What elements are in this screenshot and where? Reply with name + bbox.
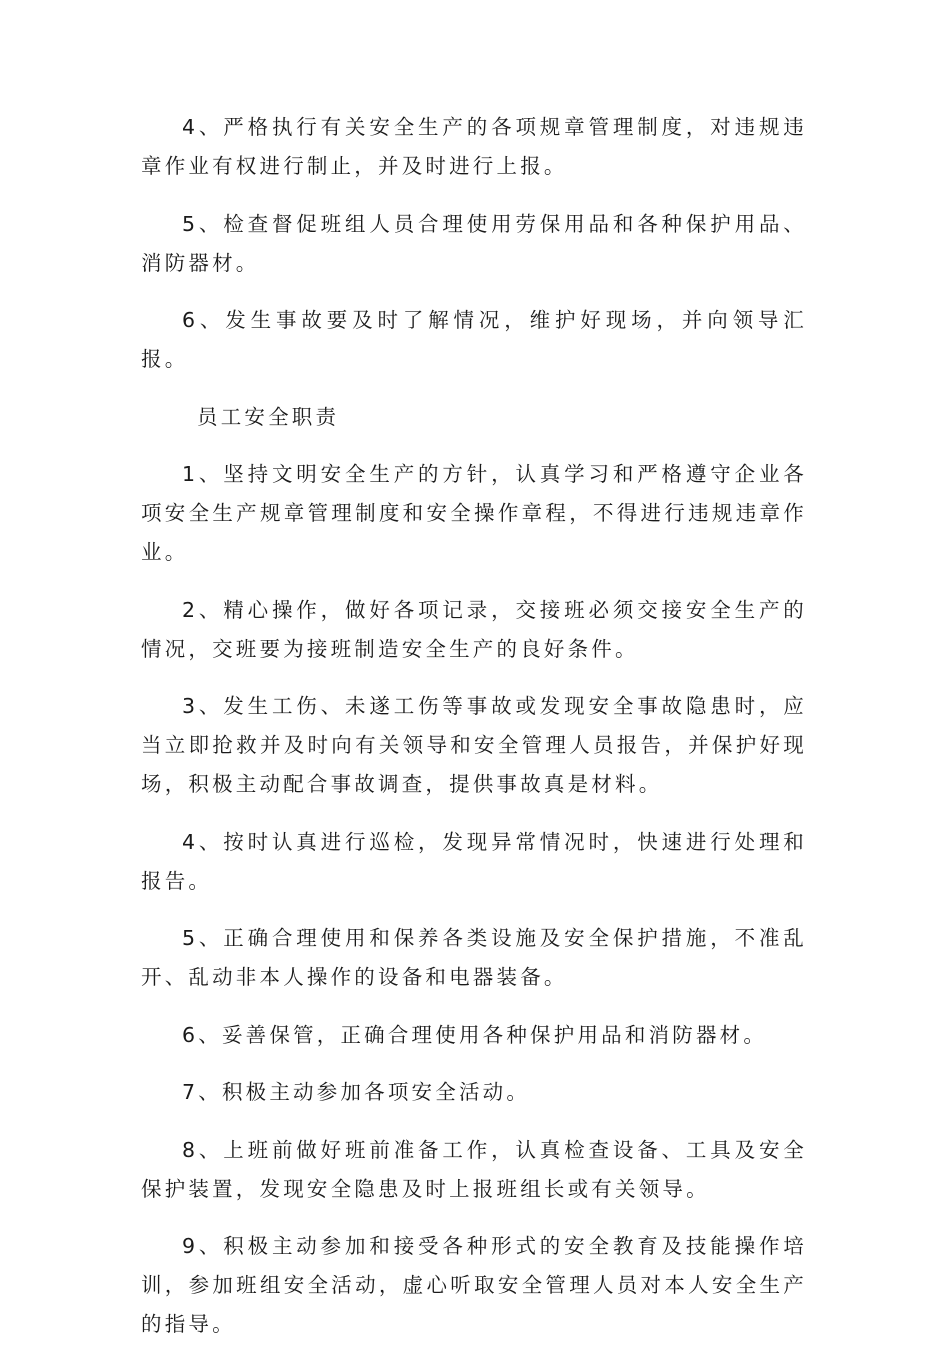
paragraph-3: 3、发生工伤、未遂工伤等事故或发现安全事故隐患时，应当立即抢救并及时向有关领导和安全管理人员报告，并保护好现场，积极主动配合事故调查，提供事故真是材料。 [141,694,807,796]
paragraph-top-2: 5、检查督促班组人员合理使用劳保用品和各种保护用品、消防器材。 [141,211,807,275]
paragraph-5: 5、正确合理使用和保养各类设施及安全保护措施，不准乱开、乱动非本人操作的设备和电器装备。 [141,926,807,989]
paragraph-6: 6、妥善保管，正确合理使用各种保护用品和消防器材。 [182,1022,768,1047]
paragraph-top-1: 4、严格执行有关安全生产的各项规章管理制度，对违规违章作业有权进行制止，并及时进行上报。 [141,115,807,178]
paragraph-top-3: 6、发生事故要及时了解情况，维护好现场，并向领导汇报。 [141,308,807,371]
paragraph-7: 7、积极主动参加各项安全活动。 [182,1080,531,1104]
paragraph-4: 4、按时认真进行巡检，发现异常情况时，快速进行处理和报告。 [141,829,807,893]
paragraph-8: 8、上班前做好班前准备工作，认真检查设备、工具及安全保护装置，发现安全隐患及时上报班组长或有关领导。 [141,1137,807,1201]
paragraph-2: 2、精心操作，做好各项记录，交接班必须交接安全生产的情况，交班要为接班制造安全生产的良好条件。 [141,597,807,661]
paragraph-1: 1、坚持文明安全生产的方针，认真学习和严格遵守企业各项安全生产规章管理制度和安全操作章程，不得进行违规违章作业。 [141,462,807,564]
section-heading: 员工安全职责 [197,404,340,429]
document-page [141,108,807,1363]
paragraph-9: 9、积极主动参加和接受各种形式的安全教育及技能操作培训，参加班组安全活动，虚心听取安全管理人员对本人安全生产的指导。 [141,1234,807,1336]
